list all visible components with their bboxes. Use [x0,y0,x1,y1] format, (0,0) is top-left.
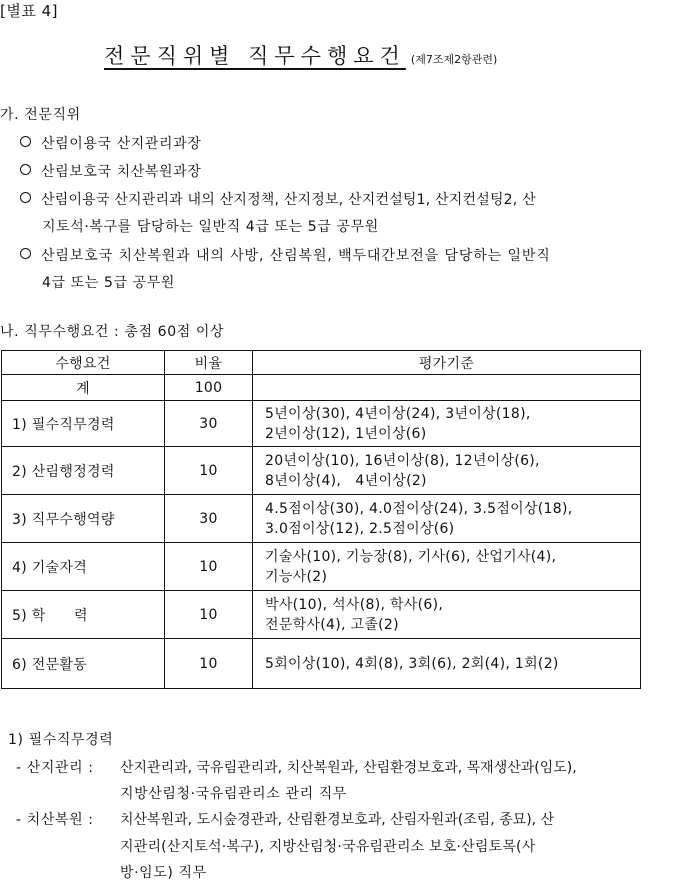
requirement-criteria: 4.5점이상(30), 4.0점이상(24), 3.5점이상(18), 3.0점이상(12), 2.5점이상(6) [253,495,641,543]
notes-heading: 1) 필수직무경력 [8,732,114,748]
list-item: 산림이용국 산지관리과 내의 산지정책, 산지정보, 산지컨설팅1, 산지컨설팅2, 산 [20,189,536,209]
requirement-item: 4) 기술자격 [2,543,165,591]
requirement-ratio: 10 [165,591,253,639]
page-title-block [104,40,497,70]
sanji-text: 산지관리과, 국유림관리과, 치산복원과, 산림환경보호과, 목재생산과(임도), [120,760,577,776]
total-value: 100 [165,375,253,401]
chisan-text: 지관리(산지토석·복구), 지방산림청·국유림관리소 보호·산림토목(사 [120,839,536,855]
requirement-ratio: 10 [165,447,253,495]
requirement-item: 6) 전문활동 [2,639,165,689]
sanji-text: 지방산림청·국유림관리소 관리 직무 [120,786,348,802]
title-note: (제7조제2항관련) [410,53,498,66]
column-header: 수행요건 [2,351,165,375]
list-item: 산림보호국 치산복원과장 [20,161,201,181]
requirement-item: 3) 직무수행역량 [2,495,165,543]
requirement-criteria: 20년이상(10), 16년이상(8), 12년이상(6), 8년이상(4), 4년이상(2) [253,447,641,495]
circle-bullet-icon [20,164,31,175]
section-a-heading: 가. 전문직위 [0,107,81,123]
total-label: 계 [2,375,165,401]
list-item: 산림보호국 치산복원과 내의 사방, 산림복원, 백두대간보전을 담당하는 일반직 [20,245,551,265]
page-title: 전문직위별 직무수행요건 [104,44,406,68]
table-row [2,447,641,495]
column-header: 평가기준 [253,351,641,375]
list-item: 산림이용국 산지관리과장 [20,133,201,153]
requirement-ratio: 30 [165,495,253,543]
circle-bullet-icon [20,248,31,259]
table-row [2,495,641,543]
list-item-continuation: 4급 또는 5급 공무원 [42,275,176,291]
chisan-text: 치산복원과, 도시숲경관과, 산림환경보호과, 산림자원과(조림, 종묘), 산 [120,812,555,828]
requirement-item: 1) 필수직무경력 [2,401,165,447]
column-header: 비율 [165,351,253,375]
requirement-item: 2) 산림행정경력 [2,447,165,495]
requirement-criteria: 5회이상(10), 4회(8), 3회(6), 2회(4), 1회(2) [253,639,641,689]
requirement-ratio: 10 [165,543,253,591]
chisan-label: - 치산복원 : [16,812,94,828]
requirement-ratio: 10 [165,639,253,689]
circle-bullet-icon [20,136,31,147]
list-item-continuation: 지토석·복구를 담당하는 일반직 4급 또는 5급 공무원 [42,219,379,235]
requirement-item: 5) 학 력 [2,591,165,639]
total-row [2,375,641,401]
circle-bullet-icon [20,192,31,203]
table-row [2,591,641,639]
chisan-text: 방·임도) 직무 [120,865,207,881]
sanji-label: - 산지관리 : [16,760,94,776]
table-row [2,639,641,689]
annex-label: [별표 4] [0,2,58,20]
section-b-heading: 나. 직무수행요건 : 총점 60점 이상 [0,324,225,340]
requirement-criteria: 기술사(10), 기능장(8), 기사(6), 산업기사(4), 기능사(2) [253,543,641,591]
requirement-criteria: 박사(10), 석사(8), 학사(6), 전문학사(4), 고졸(2) [253,591,641,639]
requirement-ratio: 30 [165,401,253,447]
table-row [2,401,641,447]
table-row [2,543,641,591]
requirements-table [1,350,641,689]
requirement-criteria: 5년이상(30), 4년이상(24), 3년이상(18), 2년이상(12), 1년이상(6) [253,401,641,447]
table-header-row [2,351,641,375]
